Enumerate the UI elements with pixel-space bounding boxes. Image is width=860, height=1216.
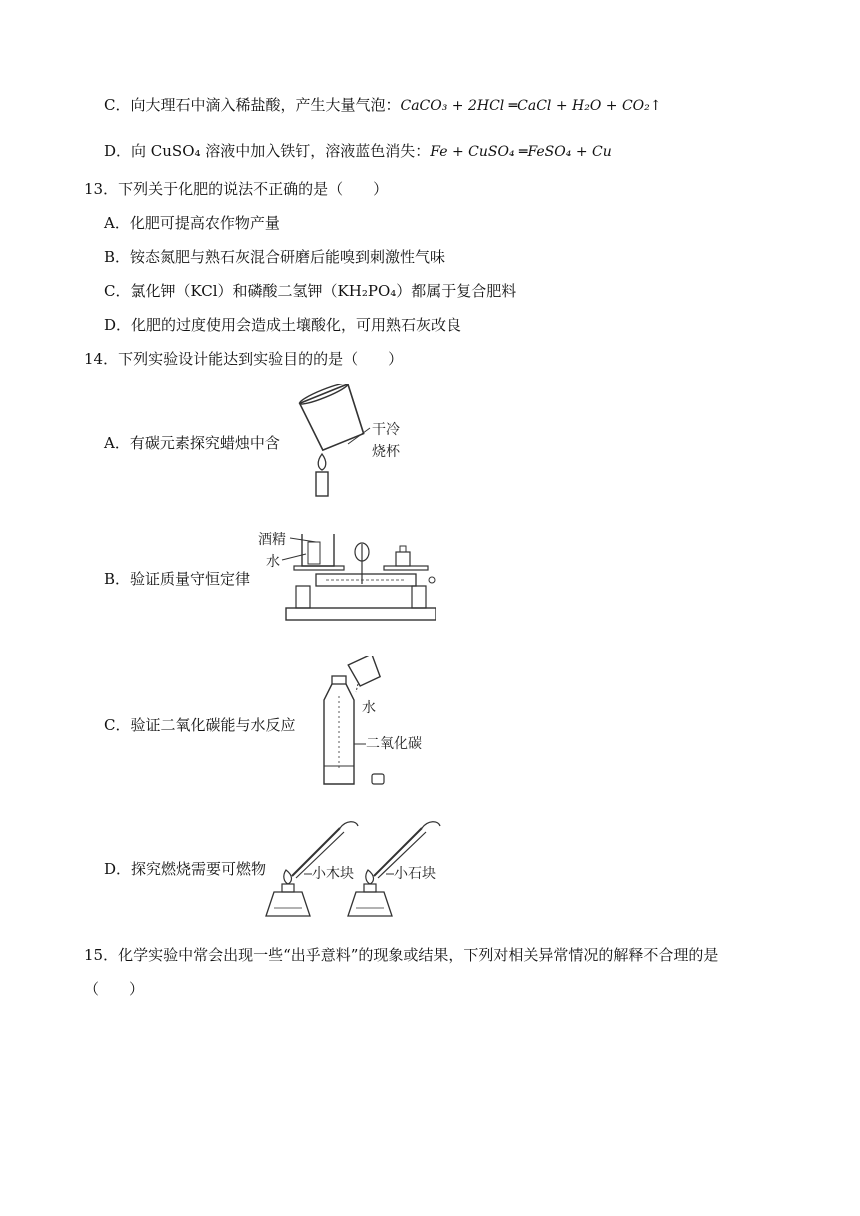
q12-option-d-text: D．向 CuSO₄ 溶液中加入铁钉，溶液蓝色消失： xyxy=(104,142,431,160)
q13-option-d: D．化肥的过度使用会造成土壤酸化，可用熟石灰改良 xyxy=(104,316,462,334)
q14-option-c: C．验证二氧化碳能与水反应 xyxy=(104,716,296,734)
cup-icon xyxy=(348,656,382,687)
q12-option-d-equation: Fe + CuSO₄ ═FeSO₄ + Cu xyxy=(430,144,612,160)
beaker-icon xyxy=(298,384,367,452)
q14-option-b: B．验证质量守恒定律 xyxy=(104,570,251,588)
q14-figure-d-alcohol-lamps xyxy=(264,812,454,926)
figure-d-label-1: 小木块 xyxy=(312,866,354,882)
figure-c-label-2: 二氧化碳 xyxy=(366,736,422,752)
q14-figure-a-candle-beaker xyxy=(296,384,416,500)
q12-option-c xyxy=(104,94,662,117)
figure-d-label-2: 小石块 xyxy=(394,866,436,882)
flame-icon xyxy=(284,870,292,884)
q14-option-d: D．探究燃烧需要可燃物 xyxy=(104,860,267,878)
figure-c-label-1: 水 xyxy=(362,700,376,716)
candle-icon xyxy=(316,472,328,496)
alcohol-lamp-icon xyxy=(348,884,392,916)
q15-answer-paren: （ ） xyxy=(84,980,145,998)
alcohol-lamp-icon xyxy=(266,884,310,916)
beaker-icon xyxy=(302,534,334,566)
cap-icon xyxy=(372,774,384,784)
figure-a-label-1: 干冷 xyxy=(372,422,400,438)
bottle-icon xyxy=(324,676,354,784)
q14-stem: 14．下列实验设计能达到实验目的的是（ ） xyxy=(84,350,404,368)
flame-icon xyxy=(318,454,326,470)
flame-icon xyxy=(366,870,374,884)
q13-stem: 13．下列关于化肥的说法不正确的是（ ） xyxy=(84,180,389,198)
q12-option-c-text: C．向大理石中滴入稀盐酸，产生大量气泡： xyxy=(104,96,401,114)
q15-stem: 15．化学实验中常会出现一些“出乎意料”的现象或结果，下列对相关异常情况的解释不合理的是 xyxy=(84,946,719,964)
weight-icon xyxy=(396,552,410,566)
figure-a-label-2: 烧杯 xyxy=(372,444,400,460)
q14-figure-b-balance xyxy=(256,524,436,628)
q12-option-c-equation: CaCO₃ + 2HCl ═CaCl + H₂O + CO₂↑ xyxy=(400,98,662,114)
q14-figure-c-bottle xyxy=(318,656,438,792)
q14-option-a: A．有碳元素探究蜡烛中含 xyxy=(104,434,280,452)
q13-option-c: C．氯化钾（KCl）和磷酸二氢钾（KH₂PO₄）都属于复合肥料 xyxy=(104,282,517,300)
q13-option-b: B．铵态氮肥与熟石灰混合研磨后能嗅到刺激性气味 xyxy=(104,248,446,266)
figure-b-label-1: 酒精 xyxy=(258,532,286,548)
q13-option-a: A．化肥可提高农作物产量 xyxy=(104,214,280,232)
q12-option-d xyxy=(104,140,612,163)
figure-b-label-2: 水 xyxy=(266,554,280,570)
